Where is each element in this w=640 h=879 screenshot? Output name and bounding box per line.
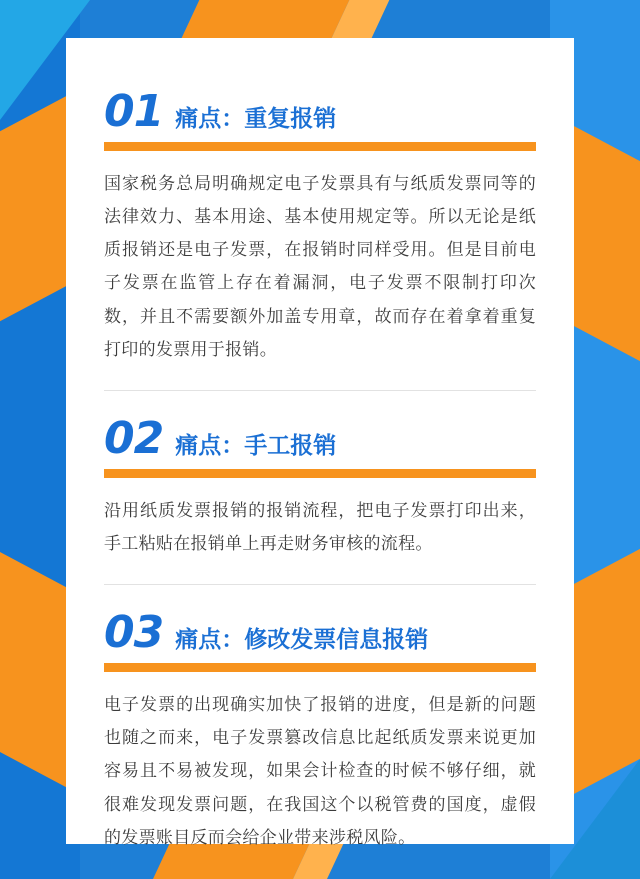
section-01-underline bbox=[104, 142, 536, 151]
section-01-title-text: 重复报销 bbox=[244, 104, 337, 131]
section-03-underline bbox=[104, 663, 536, 672]
section-02-underline bbox=[104, 469, 536, 478]
section-02-header bbox=[104, 412, 536, 464]
section-02-number: 02 bbox=[104, 412, 164, 464]
section-03-body: 电子发票的出现确实加快了报销的进度，但是新的问题也随之而来，电子发票篡改信息比起纸质发票来说更加容易且不易被发现，如果会计检查的时候不够仔细，就很难发现发票问题，在我国这个以税管费的国度，虚假的发票账目反而会给企业带来涉税风险。 bbox=[104, 695, 536, 847]
section-02-body: 沿用纸质发票报销的报销流程，把电子发票打印出来，手工粘贴在报销单上再走财务审核的流程。 bbox=[104, 500, 536, 553]
section-03-header bbox=[104, 607, 536, 659]
section-02-label: 痛点： bbox=[175, 431, 245, 458]
section-03-title bbox=[175, 627, 428, 655]
content-card bbox=[66, 38, 574, 847]
section-03-number: 03 bbox=[104, 607, 164, 659]
divider-2 bbox=[104, 584, 536, 585]
section-03-label: 痛点： bbox=[175, 625, 245, 652]
section-01-label: 痛点： bbox=[175, 104, 245, 131]
section-01-number: 01 bbox=[104, 86, 164, 137]
section-03 bbox=[104, 607, 536, 854]
section-01-title bbox=[175, 106, 336, 134]
section-01-body: 国家税务总局明确规定电子发票具有与纸质发票同等的法律效力、基本用途、基本使用规定等。所以无论是纸质报销还是电子发票，在报销时同样受用。但是目前电子发票在监管上存在着漏洞，电子发票不限制打印次数，并且不需要额外加盖专用章，故而存在着拿着重复打印的发票用于报销。 bbox=[104, 174, 536, 359]
section-02 bbox=[104, 412, 536, 560]
section-01-header bbox=[104, 86, 536, 137]
section-03-title-text: 修改发票信息报销 bbox=[244, 625, 429, 652]
section-01 bbox=[104, 86, 536, 366]
divider-1 bbox=[104, 390, 536, 391]
section-02-title bbox=[175, 433, 336, 461]
section-02-title-text: 手工报销 bbox=[244, 431, 337, 458]
